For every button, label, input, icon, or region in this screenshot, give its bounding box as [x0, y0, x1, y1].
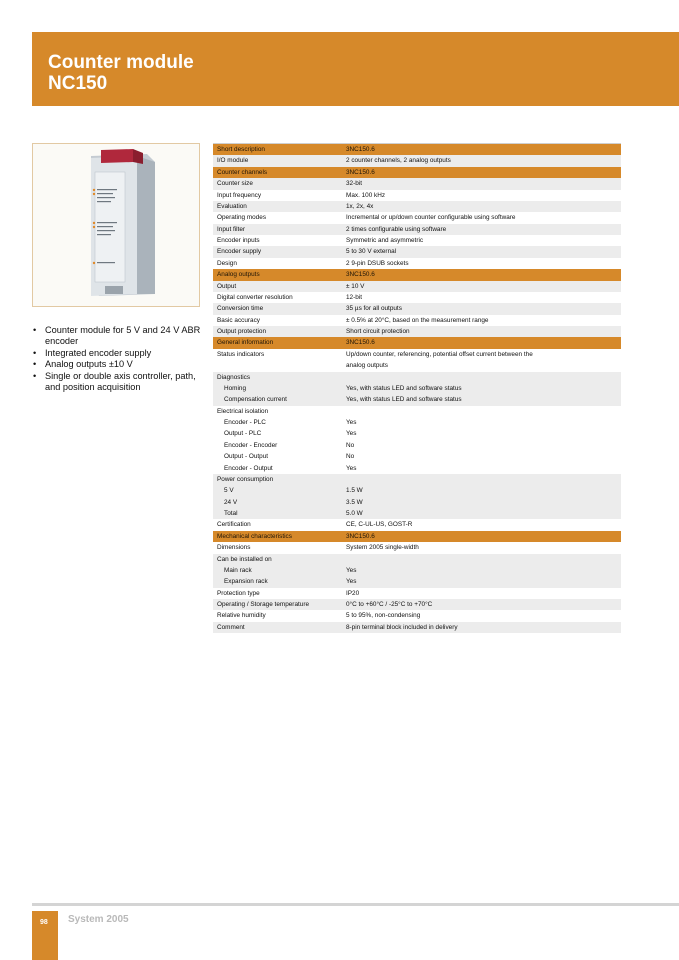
table-row: [213, 235, 621, 246]
table-row: [213, 383, 621, 394]
spec-value: 32-bit: [342, 178, 621, 189]
spec-label: Operating / Storage temperature: [213, 599, 342, 610]
spec-label: Electrical isolation: [213, 406, 342, 417]
spec-value: 3NC150.6: [342, 531, 621, 542]
spec-label: Protection type: [213, 588, 342, 599]
spec-label: Expansion rack: [213, 576, 342, 587]
table-row: [213, 417, 621, 428]
feature-item: • Integrated encoder supply: [32, 348, 204, 359]
spec-value: Yes: [342, 428, 621, 439]
table-row: [213, 485, 621, 496]
footer-rule: [32, 903, 679, 906]
spec-label: Main rack: [213, 565, 342, 576]
footer-title: System 2005: [68, 914, 129, 925]
table-row: [213, 246, 621, 257]
spec-value: 8-pin terminal block included in delivery: [342, 622, 621, 633]
title-line-1: Counter module: [48, 52, 194, 73]
spec-value: System 2005 single-width: [342, 542, 621, 553]
spec-label: Counter size: [213, 178, 342, 189]
page-number: 98: [40, 919, 48, 926]
table-row: [213, 406, 621, 417]
spec-value: ± 10 V: [342, 281, 621, 292]
table-row: [213, 508, 621, 519]
spec-label: 24 V: [213, 497, 342, 508]
spec-label: Encoder supply: [213, 246, 342, 257]
spec-label: Diagnostics: [213, 372, 342, 383]
table-row: [213, 463, 621, 474]
spec-label: Basic accuracy: [213, 315, 342, 326]
counter-module-image: [33, 144, 199, 306]
spec-value: 1.5 W: [342, 485, 621, 496]
spec-value: 3NC150.6: [342, 337, 621, 348]
spec-value: 3NC150.6: [342, 144, 621, 156]
spec-value: Symmetric and asymmetric: [342, 235, 621, 246]
spec-value: IP20: [342, 588, 621, 599]
table-row: [213, 474, 621, 485]
spec-value: [342, 372, 621, 383]
spec-label: Certification: [213, 519, 342, 530]
table-row: [213, 360, 621, 371]
product-photo: [32, 143, 200, 307]
spec-value: 2 times configurable using software: [342, 224, 621, 235]
spec-value: analog outputs: [342, 360, 621, 371]
spec-label: 5 V: [213, 485, 342, 496]
table-row: [213, 542, 621, 553]
table-row: [213, 212, 621, 223]
spec-value: Yes: [342, 576, 621, 587]
spec-value: Yes, with status LED and software status: [342, 383, 621, 394]
spec-label: Short description: [213, 144, 342, 156]
spec-value: 3NC150.6: [342, 269, 621, 280]
spec-value: [342, 474, 621, 485]
spec-label: Total: [213, 508, 342, 519]
table-row: [213, 576, 621, 587]
page-number-tab: [32, 911, 58, 960]
spec-label: Dimensions: [213, 542, 342, 553]
table-row: [213, 565, 621, 576]
table-section-header: [213, 167, 621, 178]
spec-label: [213, 360, 342, 371]
spec-label: Evaluation: [213, 201, 342, 212]
spec-value: Short circuit protection: [342, 326, 621, 337]
table-row: [213, 201, 621, 212]
spec-value: 0°C to +60°C / -25°C to +70°C: [342, 599, 621, 610]
table-row: [213, 155, 621, 166]
spec-label: Compensation current: [213, 394, 342, 405]
spec-label: Input filter: [213, 224, 342, 235]
spec-label: Comment: [213, 622, 342, 633]
spec-value: No: [342, 440, 621, 451]
spec-value: Yes, with status LED and software status: [342, 394, 621, 405]
page-header: [32, 32, 679, 106]
spec-label: I/O module: [213, 155, 342, 166]
table-row: [213, 258, 621, 269]
spec-value: Yes: [342, 463, 621, 474]
table-row: [213, 554, 621, 565]
spec-value: [342, 406, 621, 417]
spec-value: Max. 100 kHz: [342, 190, 621, 201]
table-row: [213, 622, 621, 633]
spec-value: Incremental or up/down counter configurable using software: [342, 212, 621, 223]
spec-value: 3NC150.6: [342, 167, 621, 178]
table-row: [213, 190, 621, 201]
spec-label: Status indicators: [213, 349, 342, 360]
spec-value: No: [342, 451, 621, 462]
spec-value: [342, 554, 621, 565]
table-row: [213, 519, 621, 530]
spec-label: Counter channels: [213, 167, 342, 178]
spec-label: Output - Output: [213, 451, 342, 462]
table-row: [213, 451, 621, 462]
table-row: [213, 303, 621, 314]
spec-value: 1x, 2x, 4x: [342, 201, 621, 212]
spec-label: Homing: [213, 383, 342, 394]
spec-label: Encoder - Encoder: [213, 440, 342, 451]
spec-label: Digital converter resolution: [213, 292, 342, 303]
spec-label: Output protection: [213, 326, 342, 337]
feature-item: • Single or double axis controller, path, and position acquisition: [32, 371, 204, 394]
spec-label: Encoder - PLC: [213, 417, 342, 428]
table-row: [213, 178, 621, 189]
table-row: [213, 428, 621, 439]
spec-label: Encoder inputs: [213, 235, 342, 246]
table-row: [213, 315, 621, 326]
spec-label: Input frequency: [213, 190, 342, 201]
feature-list: [32, 325, 204, 393]
table-row: [213, 599, 621, 610]
table-section-header: [213, 144, 621, 156]
spec-value: ± 0.5% at 20°C, based on the measurement range: [342, 315, 621, 326]
table-row: [213, 281, 621, 292]
spec-label: Encoder - Output: [213, 463, 342, 474]
feature-item: • Analog outputs ±10 V: [32, 359, 204, 370]
spec-label: Mechanical characteristics: [213, 531, 342, 542]
spec-value: 5 to 30 V external: [342, 246, 621, 257]
spec-value: 2 counter channels, 2 analog outputs: [342, 155, 621, 166]
spec-value: 12-bit: [342, 292, 621, 303]
spec-label: Can be installed on: [213, 554, 342, 565]
spec-label: Operating modes: [213, 212, 342, 223]
feature-item: • Counter module for 5 V and 24 V ABR encoder: [32, 325, 204, 348]
spec-value: 5 to 95%, non-condensing: [342, 610, 621, 621]
spec-table: [213, 143, 621, 633]
spec-value: 3.5 W: [342, 497, 621, 508]
spec-value: 35 µs for all outputs: [342, 303, 621, 314]
spec-label: Output - PLC: [213, 428, 342, 439]
table-row: [213, 610, 621, 621]
table-section-header: [213, 337, 621, 348]
spec-label: Design: [213, 258, 342, 269]
spec-label: General information: [213, 337, 342, 348]
table-row: [213, 224, 621, 235]
table-row: [213, 349, 621, 360]
spec-value: CE, C-UL-US, GOST-R: [342, 519, 621, 530]
spec-label: Conversion time: [213, 303, 342, 314]
spec-value: Yes: [342, 565, 621, 576]
table-row: [213, 326, 621, 337]
table-row: [213, 372, 621, 383]
table-row: [213, 497, 621, 508]
table-row: [213, 394, 621, 405]
spec-value: 5.0 W: [342, 508, 621, 519]
table-row: [213, 292, 621, 303]
spec-value: Up/down counter, referencing, potential offset current between the: [342, 349, 621, 360]
table-row: [213, 440, 621, 451]
table-row: [213, 588, 621, 599]
title-line-2: NC150: [48, 73, 108, 94]
spec-label: Relative humidity: [213, 610, 342, 621]
spec-label: Output: [213, 281, 342, 292]
page-title: [48, 52, 194, 94]
spec-value: Yes: [342, 417, 621, 428]
spec-label: Analog outputs: [213, 269, 342, 280]
table-section-header: [213, 531, 621, 542]
spec-label: Power consumption: [213, 474, 342, 485]
table-section-header: [213, 269, 621, 280]
spec-value: 2 9-pin DSUB sockets: [342, 258, 621, 269]
